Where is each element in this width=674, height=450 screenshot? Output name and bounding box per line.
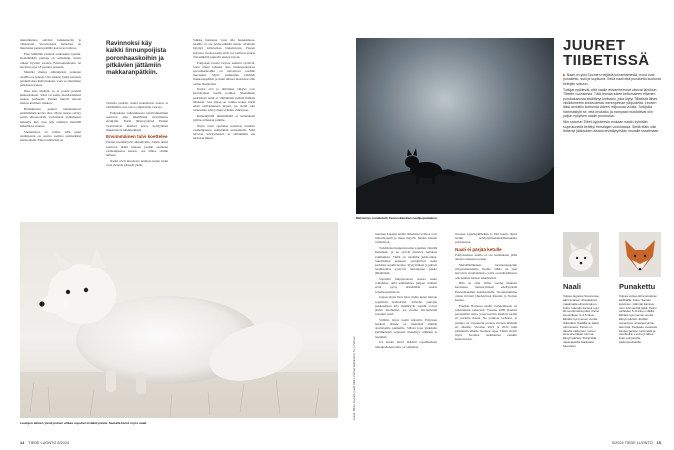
paragraph: varitella pesästä, mutta kokematon naaras ei välttämättä osaa varoa ympäristön vaaroja. — [106, 101, 168, 110]
caption-text: Leutojen talvien yleistyminen uhkaa sopulien lisääntymistä. Samalla kärsii myös naali. — [20, 421, 148, 425]
sidebar-text — [563, 73, 661, 133]
paragraph — [563, 73, 661, 86]
sidebar-title-line-2: TIIBETISSÄ — [563, 52, 650, 69]
punakettu-thumbnail — [619, 232, 661, 277]
paragraph: Pennut itsenäistyvät alkutalvella. Jotkin niistä saattavat jäädä samaan pesään asumaan vanhempiensa kanssa, osa lähtee omille teilleen. — [106, 140, 168, 157]
paragraph: Vaeltamassa on valttia, sillä pieni naalinpentu on sopiva saalista esimerkiksi maakotkalle. Emon tehtävänä on — [20, 129, 81, 142]
arctic-fox-photo — [20, 222, 338, 418]
page-number: 15 — [656, 441, 661, 445]
fox-silhouette-photo — [356, 38, 554, 214]
left-folio — [20, 441, 69, 445]
photo-credit — [352, 330, 359, 420]
paragraph: Suomen Lapissa naalin tärkeintä ravintoa ovat tunturisopulit ja muut myyrät. Niiden kannat vaihtelevat. — [375, 232, 437, 245]
punakettu-thumbnail-illustration — [619, 232, 661, 277]
paragraph: Hän on ollut viime vuodet mukana kuomassa menestymisen edellytyksiä Fennoskandian naalikannalle. Suojeluruimina ollaan tiivissä yhteistyössä Ruotsin ja Norjan kanssa. — [455, 281, 517, 303]
paragraph: Niin sanotun Tiibet-hypoteesin mukaan naalin kylmään sopeutuneita kehittyi Himalajan vuoristossa. Siellä eläin olisi lähtenyt jääkauden aikana levittäytymään muualle maailmaan. — [563, 120, 660, 134]
left-column-2 — [106, 101, 168, 211]
paragraph: Pohjoisnaissa naalia ei ole kuitenkaan jäätä ainaan onneensa noisen. — [455, 253, 517, 262]
right-folio — [612, 441, 661, 445]
paragraph: suoraan sopulisyklileihin ja tätä kautta myös naalin selviytymismahdollisuuksiin pohjoisessa. — [455, 232, 517, 245]
subheading: Naali ei pärjää ketulle — [455, 246, 502, 252]
paragraph: Mentäta muista eläinlajeista poiketen naalilla on pentuja vain aikana; jonka naarasta pentutiloissa lisää mukaan, vaan se sinnittelee poikasten kanssa. — [20, 70, 81, 88]
paragraph: Välliöis myös naalit kärsivät. Erityisen hankala tilanne on itsenäistä elämää aloittaneille pennuille. Silloin jopa yhdeksän kymmenestä pennusta menehtyy nälkään ja tauteihin. — [375, 317, 437, 339]
right-column-1 — [375, 232, 437, 422]
paragraph: Vaikka laumassa voisi olla hauskempaa, naalille ei ole perhe-elämää kauan ottamatta hyödyä laittuvelian lännelolosta. Pienen kokonsa vuoksi naalit elvät voi saalistaa suuria riistaeläimiä joukolla uusien tavoin. — [193, 38, 255, 59]
arrow-icon: ▶ — [563, 73, 566, 77]
paragraph: Jos leudot talvet lisäävät sopulikannan tuhonpalienen takia, se vaikuttaa — [375, 340, 437, 349]
paragraph: Retkeilijöillä pihistämällä ei kuitenkaan pidä korvikkaan pitkille. — [193, 113, 255, 123]
naali-thumbnail-illustration — [563, 232, 599, 277]
magazine-label: 5/2024 TIEDE LUONTO — [612, 441, 653, 445]
subheading: Ensimmäinen talvi koettelee — [106, 133, 168, 139]
paragraph: Etenkin Norjassa naalin varjelemiseen on suhtauduttu vakavasti. Vuonna 2000 maahan perustettiin tarha, jossa kootiin alkuista naalia eri puolilta maata. Ne poikivat tarhassa, ja pentuja on vapautettu puolen vuoden ikäisinä eri alueille. Vuosina 2021 ja 2022 niitä päästettiin lähelle Suomen rajaa. Tämä elvytti myös Suomen naalikantaa etenkin Käsivarressa. — [455, 303, 517, 342]
magazine-label: TIEDE LUONTO 5/2024 — [28, 441, 69, 445]
paragraph: Kun emo imettää, se ei poistu pesästä heikoistakaan. Siksi tai kaksi metsästämässä ruokaa perheelle. Pennut imevät emoon maitoa koirmen viikkoa. — [20, 88, 81, 106]
left-column-3 — [193, 38, 255, 211]
left-column-1 — [20, 38, 81, 211]
photo-caption-top — [356, 216, 556, 220]
paragraph: Naalat olot ja ilmiöiden vähyys ovat kasvattaneet naalin poikiaa. Yksinäinen pesimätön naali ei välttämättä pelkää ihmistä lainkaan. Sen sijaan se vaikka kokaa leiriä ensin uteliaisuuteen mysut, jos siellä vain ruokaanko edes joitain eväiden vähtanvaa. — [193, 87, 255, 113]
paragraph-text: Naali on yksi Suomen neljästä koiraeläimestä, muut ovat punakettu, susi ja supikoira. Sekä naali että punakettu kuuluvat kettujen sukuun. — [563, 73, 661, 86]
sidebar-title-line-1: JUURET — [563, 37, 626, 54]
naali-thumbnail — [563, 232, 599, 277]
caption-text: Metsästys romahdutti Fennoskandian naalipopulaation. — [356, 216, 438, 220]
species-name-naali: Naali — [563, 282, 581, 291]
naali-facts: Vulpes lagopus Suomensa äärimmäisen uhanalainen, maailmalla elinvoimainen. Koko: Hännän kanssa noin 90 senttimetriä pitkä. Paino suunnilleen 3–4,5 kiloa. Elinikä: kymmenen vuotta. Ulkonäkö: Naalilla on kaksi värimuotoa. Toinen on talvella valkoinen, toinen aina sinertävän tumma. Elinympäristö: Pohjoisilla napa-alueilla Alaskasta Siperiaan. — [563, 295, 600, 348]
punakettu-facts: Vulpes vulpes Elinvoimainen kaikkialla. Koko: Saman kokoinen. Hännän kanssa noin 120 senttiä pitkä. Paino vaihtelee 5–8 kiloon välillä. Elinikä: kymmenen vuotta. Elinympäristö: Erittäin sopeutuva: eriasteet pinta-alan läpi. Tavataan metsissä, kaupungeissa, tuntureilla ja rannikoilla. Levinnyt lähes koko pohjoiselle pallonpuoliskolle. — [619, 295, 658, 345]
paragraph: Tutkijat epäilevät, että naalin esivanhemmat olisivat lähtöisin Tiibetin vuoristosta. Tätä teoriaa tukee kettumainen eläimen purukalustosta sisältänyt kivikaalu, joka löytyi Tiibetistä lähes viisikilometrin korkeudesta merenpinnan yläpuolelta. Levaen iäksi arvioitiin kolmesta viiteen miljoonaa vuotta. Tutkijoita hämmästytti se, että keukaluu ja hampaat muistuttivat niin paljon nykyisen naalin purukalua. — [563, 87, 658, 119]
paragraph: Naalit eivät muodosta laumoja kuten sudet vaan elelevät pääosin yksin. — [106, 158, 168, 167]
sidebar-title — [563, 38, 661, 68]
paragraph: Ensi nimittäin pesässä toukokuun lopulla. Keskimäärin pentuja on seitsemän, mutta oikein hyvänä vuonna Fennoskandiassa on havaittu jopa 18 pennun pesueita. — [20, 52, 81, 69]
fox-silhouette-illustration — [356, 38, 554, 214]
paragraph: Heinäkuussa pennut uskaltautuvat ensimmäisiä kertaa ulos. Myös naaras siirtyy pesän ulkopuolelle vartiomaan poikastensa leikkejä, kun uros käy edelleen metsällä hakemassa ruokaa. — [20, 107, 81, 128]
pull-quote: Ravinnoksi käy kaikki linnunpoijista poronhaaskoihin ja pitkävien jättämiin makkaranpätkiin. — [106, 40, 167, 77]
paragraph: Näyet naali opettelee naaleista tunturin vanhempiensa esimerkkiä seuraamalla. Siltä talvesta selvitymiseen ei välttämättä ole taidoista hiinni. — [193, 123, 255, 141]
photo-caption-bottom — [20, 421, 320, 425]
paragraph: Poikaskaan vaikutuksessa naalivanhemmat asettavat aina lähelläänsä turvallisissa etenijalle. Pesän läheisyydessä Pennut vaarolutevat hiemari kotoa hyödyntäen muistuttavia äänimerkkejä. — [106, 110, 168, 132]
arctic-fox-illustration — [20, 222, 338, 418]
species-name-punakettu: Punakettu — [619, 282, 656, 291]
page-number: 14 — [20, 441, 25, 445]
photo-credit-text: Kuvat: Mikko Pyykkä (naali) Mikko Pärkkä (tiaifakettu), Tom Pellinen — [352, 335, 356, 420]
paragraph: Joskus myös lisav lisav muita kuten lehtoja sopulinen kohtaloksi. Talvella pakojen pakkaamaan alla lisääntyvät sopulit voivat jäätyä kuoliaiksi, jos purina talvipäivänä sataakin vettä. — [375, 295, 437, 317]
paragraph: Sopulien huippuvuosia seuraa usein romahdus, sillä sammalista puljaat tunturit eivät pysty elättämään suurta sopulipopulaatiota. — [375, 277, 437, 294]
paragraph: Metsällistäkusen luonnonsuojelun erityisasiantuntija Tuomo Ollila on yksi harvoista suomalaisista, joilla on mahdollisuus olla naalien kanssa tekemisissä. — [455, 262, 517, 280]
paragraph: Todellisina huippuvuosina sopulien viinuilä kuitenkin, ja ne syövät tuntuvat kallaisia sammalista. Tämä on naalielle juhla-aikaa. Suurimman pentueet synnyttävät usein parhaina sopulivuosina. Tyytyvätkset ja pubaat naalinsamat pystyvät tuntomasan pakko jälkelläisiä. — [375, 246, 437, 276]
paragraph: tunturikuntoa selvästi heikkenevää ja vähenevää. Vuosisatojen lannoitus on muuttanut pesien pääällä kasvavaa lajistoa. — [20, 38, 81, 51]
right-column-2 — [455, 232, 517, 422]
paragraph: Pohjoisen luonto tarjoaa naaliesi syötäviä, joten niistä tahansa aina linnunpoikasista poronhaaskoihin on kelvattava naalille muonaksi. Myös patikoijien jättämät makkaranpätkät ja muut tähteet maistuvat sille vallan mainioiksi. — [193, 60, 255, 86]
